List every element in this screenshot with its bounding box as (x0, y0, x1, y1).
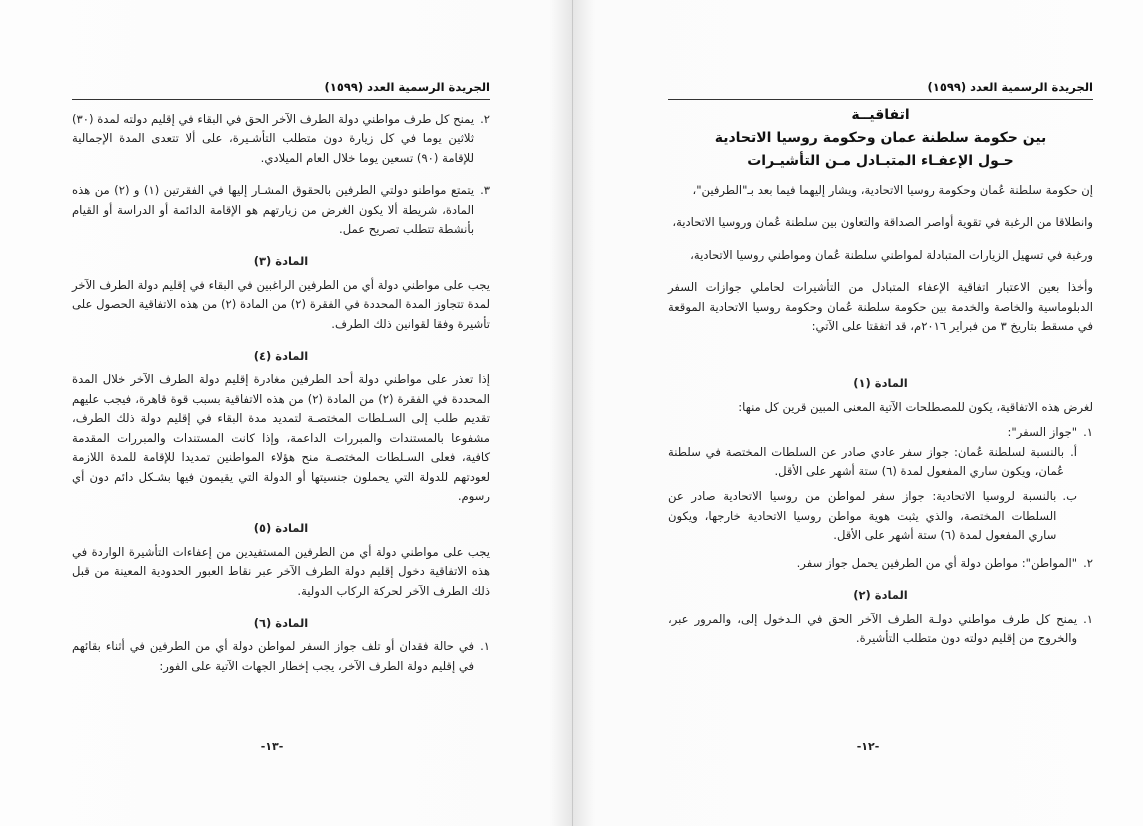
header-rule-left (72, 99, 490, 100)
article6-item1 (72, 637, 490, 676)
page-number-left: -١٣- (260, 740, 284, 753)
article1-lead: لغرض هذه الاتفاقية، يكون للمصطلحات الآتية المعنى المبين قرين كل منها: (738, 399, 1093, 414)
preamble-paragraph-3: ورغبة في تسهيل الزيارات المتبادلة لمواطني سلطنة عُمان ومواطني روسيا الاتحادية، (690, 247, 1093, 262)
article4-heading: المادة (٤) (253, 349, 309, 364)
article1-item1 (668, 423, 1093, 442)
article2-heading: المادة (٢) (853, 588, 908, 603)
list-text: بالنسبة لسلطنة عُمان: جواز سفر عادي صادر عن السلطات المختصة في سلطنة عُمان، ويكون ساري المفعول لمدة (٦) ستة أشهر على الأقل. (668, 444, 1065, 479)
article6-heading: المادة (٦) (253, 615, 309, 630)
list-text: يتمتع مواطنو دولتي الطرفين بالحقوق المشـار إليها في الفقرتين (١) و (٢) من هذه المادة، شريطة ألا يكون الغرض من زيارتهم هو الإقامة الدائمة أو الدراسة أو القيام بأنشطة تتطلب تصريح عمل. (72, 183, 475, 237)
article2-item2 (72, 110, 490, 168)
agreement-title-line-2: بين حكومة سلطنة عمان وحكومة روسيا الاتحادية (714, 130, 1047, 146)
page-13-content (72, 110, 490, 676)
article3-text: يجب على مواطني دولة أي من الطرفين الراغبين في البقاء في إقليم دولة الطرف الآخر لمدة تتجاوز المدة المحددة في الفقرة (٢) من المادة (٢) من هذه الاتفاقية الحصول على تأشيرة وفقا لقوانين ذلك الطرف. (72, 277, 490, 331)
article1-sub-a (668, 443, 1077, 482)
list-marker: ١. (1083, 611, 1093, 626)
agreement-title-line-3: حـول الإعفـاء المتبـادل مـن التأشيـرات (747, 153, 1014, 169)
page-12 (573, 0, 1143, 826)
list-text: "جواز السفر": (1007, 425, 1078, 440)
article1-item2 (668, 554, 1093, 573)
agreement-title-line-1: اتفاقيــة (851, 107, 910, 123)
list-marker: ١. (480, 639, 490, 654)
list-marker: ١. (1083, 425, 1093, 440)
page-number-right: -١٢- (856, 740, 880, 753)
preamble-paragraph-2: وانطلاقا من الرغبة في تقوية أواصر الصداقة والتعاون بين سلطنة عُمان وروسيا الاتحادية، (672, 215, 1093, 230)
list-marker: ٢. (480, 112, 490, 126)
list-marker: ٣. (480, 183, 490, 198)
list-text: يمنح كل طرف مواطني دولة الطرف الآخر الحق في البقاء في إقليم دولته لمدة (٣٠) ثلاثين يوما في كل زيارة دون متطلب التأشـيرة، على ألا تتعدى المدة الإجمالية للإقامة (٩٠) تسعين يوما خلال العام الميلادي. (72, 112, 475, 165)
list-marker: ب. (1062, 489, 1077, 504)
running-header-left: الجريدة الرسمية العدد (١٥٩٩) (324, 80, 490, 94)
article4-text: إذا تعذر على مواطني دولة أحد الطرفين مغادرة إقليم دولة الطرف الآخر خلال المدة المحددة في الفقرة (٢) من المادة (٢) من هذه الاتفاقية بسبب قوة قاهرة، فيجب عليهم تقديم طلب إلى السـلطات المختصـة لتمديد مدة البقاء في إقليم دولة ذلك الطرف، مشفوعا بالمستندات والمبررات الداعمة، وإذا كانت المستندات والمبررات المقدمة كافية، فعلى السـلطات المختصـة منح هؤلاء المواطنين تمديدا للإقامة للمدة اللازمة لعودتهم للدولة التي يحملون جنسيتها أو الدولة التي يقيمون فيها بشـكل دائم دون أي رسوم. (72, 372, 490, 503)
article5-text: يجب على مواطني دولة أي من الطرفين المستفيدين من إعفاءات التأشيرة الواردة في هذه الاتفاقية دخول إقليم دولة الطرف الآخر عبر نقاط العبور الحدودية المعينة من قبل ذلك الطرف الآخر لحركة الركاب الدولية. (72, 544, 490, 598)
preamble-paragraph-4: وأخذا بعين الاعتبار اتفاقية الإعفاء المتبادل من التأشيرات لحاملي جوازات السفر الدبلوماسية والخاصة والخدمة بين حكومة سلطنة عُمان وحكومة روسيا الاتحادية الموقعة في مسقط بتاريخ ٣ من فبراير ٢٠١٦م، قد اتفقتا على الآتي: (668, 280, 1093, 334)
article2-item3 (72, 181, 490, 239)
article2-item1 (668, 610, 1093, 649)
list-text: يمنح كل طرف مواطني دولـة الطرف الآخر الحق في الـدخول إلى، والمرور عبر، والخروج من إقليم دولته دون متطلب التأشيرة. (668, 611, 1078, 645)
running-header-right: الجريدة الرسمية العدد (١٥٩٩) (927, 80, 1093, 94)
article1-heading: المادة (١) (853, 376, 908, 391)
header-rule-right (668, 99, 1093, 100)
preamble-paragraph-1: إن حكومة سلطنة عُمان وحكومة روسيا الاتحادية، ويشار إليهما فيما بعد بـ"الطرفين"، (692, 183, 1093, 197)
article5-heading: المادة (٥) (253, 521, 309, 536)
article1-sub-b (668, 487, 1077, 545)
list-text: في حالة فقدان أو تلف جواز السفر لمواطن دولة أي من الطرفين في أثناء بقائهم في إقليم دولة الطرف الآخر، يجب إخطار الجهات الآتية على الفور: (72, 639, 475, 673)
page-12-content (668, 104, 1093, 648)
list-text: "المواطن": مواطن دولة أي من الطرفين يحمل جواز سفر. (796, 555, 1078, 570)
list-text: بالنسبة لروسيا الاتحادية: جواز سفر لمواطن من روسيا الاتحادية صادر عن السلطات المختصة، والذي يثبت هوية مواطن روسيا الاتحادية خارجها، ويكون ساري المفعول لمدة (٦) ستة أشهر على الأقل. (668, 489, 1057, 543)
article3-heading: المادة (٣) (253, 254, 309, 269)
list-marker: ٢. (1083, 555, 1093, 570)
list-marker: أ. (1070, 444, 1077, 459)
